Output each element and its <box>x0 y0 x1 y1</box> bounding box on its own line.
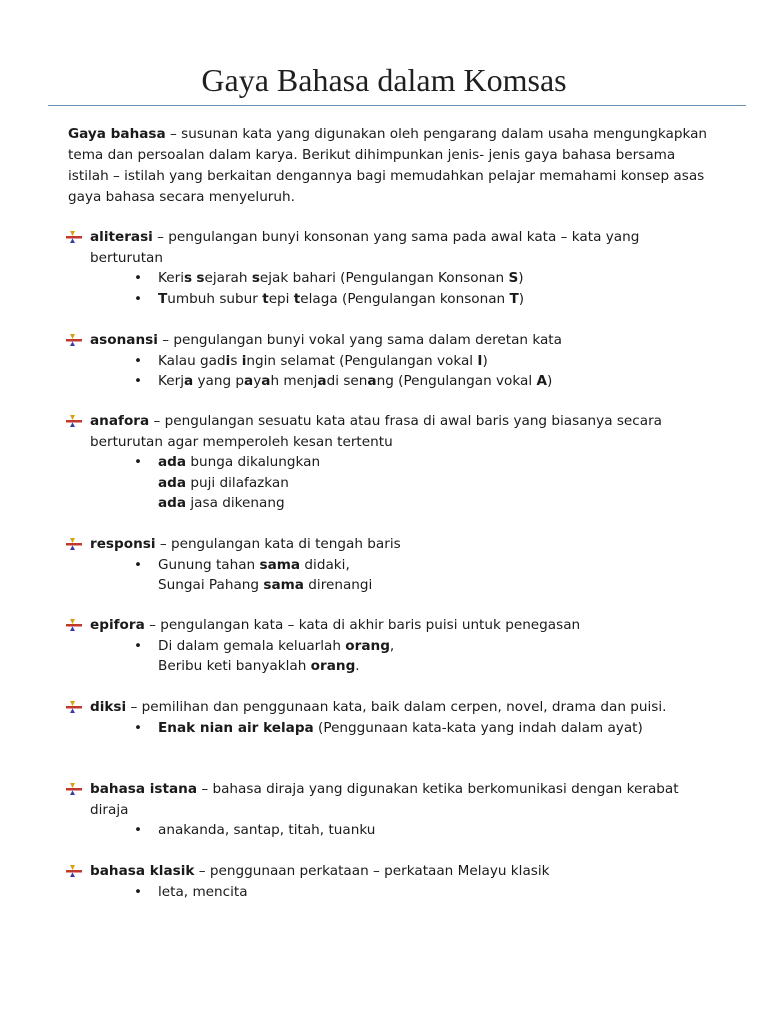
example-text: elaga (Pengulangan konsonan <box>300 290 510 307</box>
example-text: h menj <box>270 373 318 389</box>
arrow-bullet-icon <box>66 334 82 346</box>
arrow-bullet-icon <box>66 538 82 550</box>
example-list <box>66 351 716 392</box>
example-text: ) <box>518 270 524 286</box>
example-item <box>158 555 716 596</box>
highlighted-text: A <box>536 373 547 389</box>
section-term: epifora <box>90 617 145 633</box>
highlighted-text: a <box>367 373 377 389</box>
section-term: diksi <box>90 699 127 715</box>
example-text: Beribu keti banyaklah <box>158 658 311 674</box>
highlighted-text: i <box>241 352 247 369</box>
section-heading <box>66 227 716 268</box>
example-list <box>66 268 716 309</box>
example-text: , <box>389 637 395 654</box>
example-text: s <box>230 352 242 369</box>
section-definition: – pengulangan sesuatu kata atau frasa di awal baris yang biasanya secara berturutan agar memperoleh kesan tertentu <box>90 413 663 450</box>
example-item <box>158 268 716 289</box>
example-text: ejak bahari (Pengulangan Konsonan <box>259 270 509 286</box>
section-definition: – pengulangan kata – kata di akhir baris puisi untuk penegasan <box>144 617 581 633</box>
example-text: (Penggunaan kata-kata yang indah dalam ayat) <box>313 719 643 736</box>
highlighted-text: ada <box>158 454 187 470</box>
example-text: puji dilafazkan <box>186 474 289 491</box>
arrow-bullet-icon <box>66 619 82 631</box>
section-asonansi <box>66 330 716 392</box>
example-text: y <box>253 373 262 389</box>
example-item <box>158 351 716 372</box>
intro-paragraph <box>68 124 718 208</box>
section-heading <box>66 615 716 636</box>
example-item <box>158 882 716 903</box>
example-text: direnangi <box>303 577 373 593</box>
example-text: Kerj <box>158 373 184 389</box>
example-list <box>66 820 716 841</box>
example-text: di sen <box>326 373 368 389</box>
section-term: aliterasi <box>90 229 153 245</box>
example-item <box>158 452 716 514</box>
section-heading <box>66 861 716 882</box>
example-list <box>66 718 716 739</box>
highlighted-text: s <box>183 270 193 286</box>
example-text: umbuh subur <box>167 290 263 307</box>
example-text: bunga dikalungkan <box>186 454 321 470</box>
highlighted-text: ada <box>158 495 187 511</box>
example-text: leta, mencita <box>158 883 248 900</box>
arrow-bullet-icon <box>66 783 82 795</box>
arrow-bullet-icon <box>66 415 82 427</box>
highlighted-text: t <box>262 290 269 307</box>
highlighted-text: s <box>251 270 260 286</box>
example-text: Di dalam gemala keluarlah <box>158 637 346 654</box>
highlighted-text: a <box>244 373 254 389</box>
highlighted-text: T <box>158 290 168 307</box>
section-heading <box>66 779 716 820</box>
example-text: ) <box>482 352 488 369</box>
section-heading <box>66 411 716 452</box>
section-epifora <box>66 615 716 677</box>
section-definition: – pengulangan kata di tengah baris <box>155 536 401 552</box>
section-heading <box>66 534 716 555</box>
section-definition: – penggunaan perkataan – perkataan Melayu klasik <box>194 863 550 879</box>
section-heading <box>66 330 716 351</box>
highlighted-text: a <box>183 373 194 389</box>
highlighted-text: s <box>196 270 205 286</box>
example-list <box>66 636 716 677</box>
example-list <box>66 882 716 903</box>
highlighted-text: S <box>508 270 519 286</box>
arrow-bullet-icon <box>66 231 82 243</box>
section-term: anafora <box>90 413 150 429</box>
section-term: responsi <box>90 536 156 552</box>
example-list <box>66 452 716 514</box>
highlighted-text: T <box>509 290 519 307</box>
example-text: . <box>355 658 360 674</box>
example-text: yang p <box>193 373 245 389</box>
section-definition: – pengulangan bunyi vokal yang sama dalam deretan kata <box>157 332 562 348</box>
section-bahasa-klasik <box>66 861 716 902</box>
highlighted-text: a <box>261 373 271 389</box>
example-item <box>158 289 716 310</box>
intro-text: – susunan kata yang digunakan oleh pengarang dalam usaha mengungkapkan tema dan persoalan dalam karya. Berikut dihimpunkan jenis- jenis gaya bahasa bersama istilah – istilah yang berkaitan dengannya bagi memudahkan pelajar memahami konsep asas gaya bahasa secara menyeluruh. <box>68 126 708 205</box>
example-text: ) <box>518 290 525 307</box>
highlighted-text: ada <box>158 474 187 491</box>
section-anafora <box>66 411 716 514</box>
example-text: Sungai Pahang <box>158 577 264 593</box>
highlighted-text: orang <box>310 658 356 674</box>
example-item <box>158 636 716 677</box>
highlighted-text: I <box>477 352 483 369</box>
example-text: ng (Pengulangan vokal <box>376 373 537 389</box>
highlighted-text: sama <box>263 577 304 593</box>
example-text: anakanda, santap, titah, tuanku <box>158 822 376 838</box>
section-definition: – bahasa diraja yang digunakan ketika berkomunikasi dengan kerabat diraja <box>90 781 679 818</box>
section-aliterasi <box>66 227 716 309</box>
section-definition: – pengulangan bunyi konsonan yang sama pada awal kata – kata yang berturutan <box>90 229 640 266</box>
example-text: epi <box>268 290 294 307</box>
example-text: ) <box>546 373 553 389</box>
highlighted-text: Enak nian air kelapa <box>158 719 314 736</box>
intro-term: Gaya bahasa <box>68 126 166 142</box>
example-text: ngin selamat (Pengulangan vokal <box>246 352 478 369</box>
section-responsi <box>66 534 716 596</box>
highlighted-text: t <box>293 290 301 307</box>
section-term: bahasa klasik <box>90 863 195 879</box>
section-term: asonansi <box>90 332 158 348</box>
example-text: jasa dikenang <box>186 495 285 511</box>
section-term: bahasa istana <box>90 781 198 797</box>
example-item <box>158 371 716 392</box>
section-definition: – pemilihan dan penggunaan kata, baik dalam cerpen, novel, drama dan puisi. <box>126 699 667 715</box>
example-text: Gunung tahan <box>158 556 260 573</box>
example-item <box>158 820 716 841</box>
example-text: Kalau gad <box>158 352 226 369</box>
arrow-bullet-icon <box>66 701 82 713</box>
example-text: Keri <box>158 270 184 286</box>
highlighted-text: sama <box>259 556 301 573</box>
example-item <box>158 718 716 739</box>
example-text: didaki, <box>300 556 350 573</box>
arrow-bullet-icon <box>66 865 82 877</box>
title-divider <box>48 105 746 106</box>
section-diksi <box>66 697 716 738</box>
highlighted-text: i <box>225 352 231 369</box>
example-list <box>66 555 716 596</box>
example-text: ejarah <box>204 270 252 286</box>
highlighted-text: a <box>317 373 327 389</box>
section-heading <box>66 697 716 718</box>
page-title: Gaya Bahasa dalam Komsas <box>201 62 567 98</box>
section-bahasa-istana <box>66 779 716 841</box>
highlighted-text: orang <box>345 637 390 654</box>
